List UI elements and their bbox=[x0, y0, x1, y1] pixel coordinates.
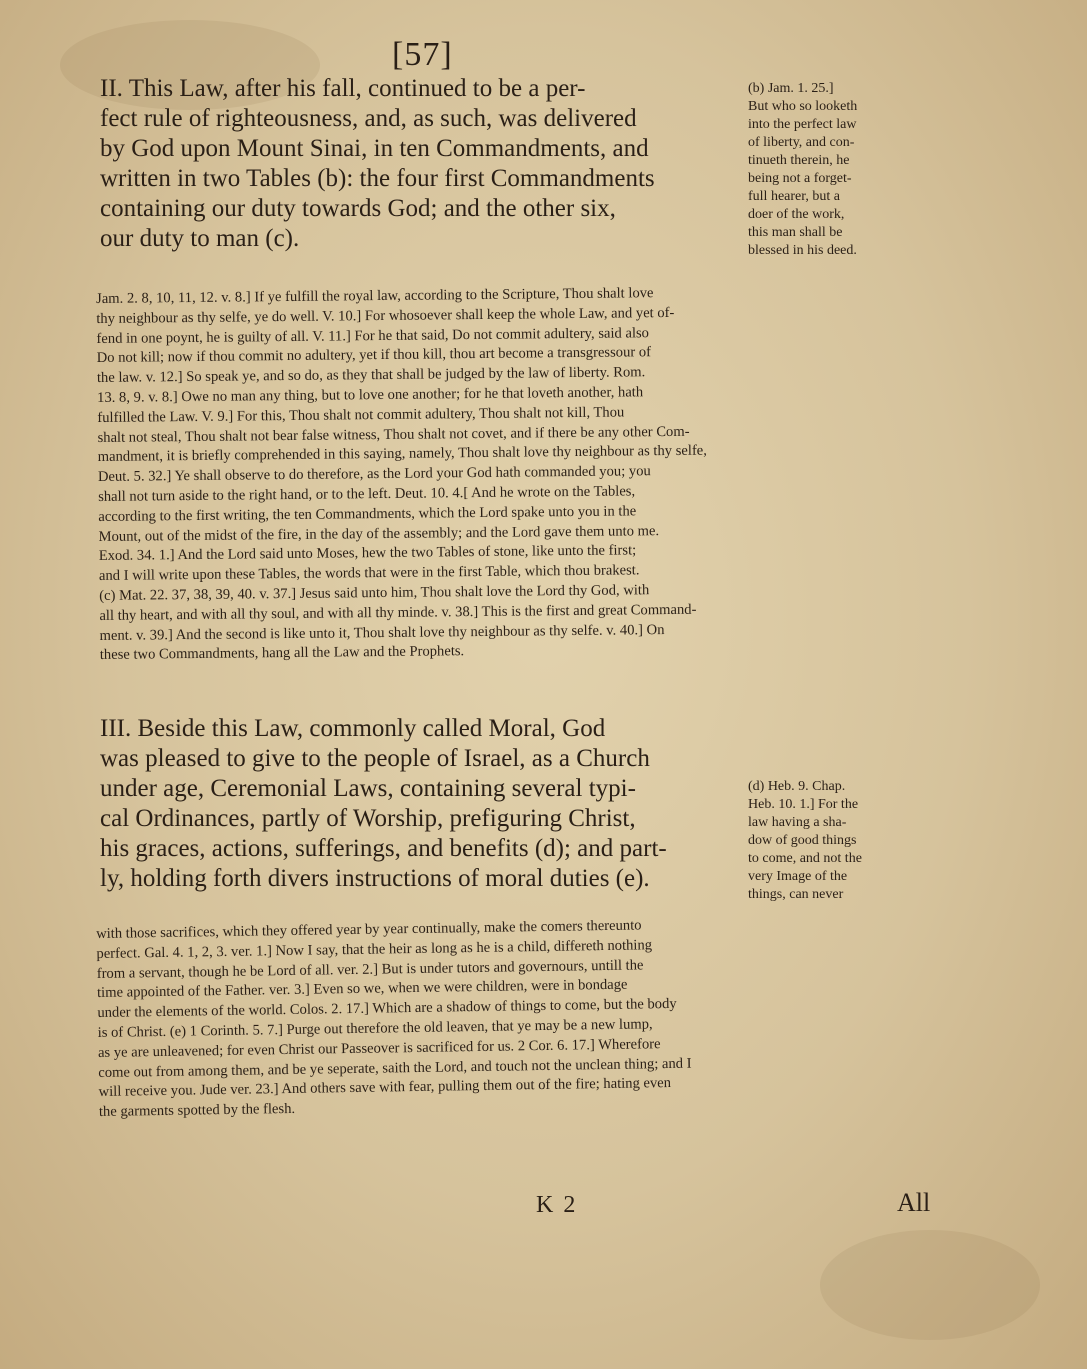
text-line: under age, Ceremonial Laws, containing several typi- bbox=[100, 775, 636, 802]
footnote-line: fulfilled the Law. V. 9.] For this, Thou shalt not commit adultery, Thou shalt not kill, Thou bbox=[97, 404, 625, 426]
text-line: his graces, actions, sufferings, and benefits (d); and part- bbox=[100, 835, 667, 862]
footnote-line: under the elements of the world. Colos. 2. 17.] Which are a shadow of things to come, but the body bbox=[97, 996, 677, 1022]
footnote-line: and I will write upon these Tables, the words that were in the first Table, which thou brakest. bbox=[98, 562, 640, 585]
footnote-line: time appointed of the Father. ver. 3.] Even so we, when we were children, were in bondage bbox=[96, 977, 628, 1002]
section-ii-text bbox=[100, 74, 742, 254]
note-line: (d) Heb. 9. Chap. bbox=[748, 779, 846, 794]
catchword: All bbox=[897, 1188, 931, 1217]
text-line: III. Beside this Law, commonly called Moral, God bbox=[100, 715, 606, 742]
note-line: Heb. 10. 1.] For the bbox=[748, 797, 859, 812]
footnote-line: shall not turn aside to the right hand, or to the left. Deut. 10. 4.[ And he wrote on the Tables, bbox=[98, 483, 636, 505]
note-line: being not a forget- bbox=[748, 171, 852, 186]
note-line: into the perfect law bbox=[748, 117, 857, 132]
page-number: [57] bbox=[392, 36, 453, 73]
note-line: things, can never bbox=[748, 887, 844, 902]
note-line: But who so looketh bbox=[748, 99, 858, 114]
footnote-line: Mount, out of the midst of the fire, in the day of the assembly; and the Lord gave them unto me. bbox=[98, 522, 660, 545]
note-line: law having a sha- bbox=[748, 815, 847, 830]
footnote-line: fend in one poynt, he is guilty of all. V. 11.] For he that said, Do not commit adultery, said also bbox=[96, 324, 650, 347]
note-line: full hearer, but a bbox=[748, 189, 840, 204]
footnote-line: shalt not steal, Thou shalt not bear false witness, Thou shalt not covet, and if there be any other Com- bbox=[97, 423, 690, 446]
footnote-line: the law. v. 12.] So speak ye, and so do, as they that shall be judged by the law of liberty. Rom. bbox=[96, 364, 646, 387]
footnote-line: 13. 8, 9. v. 8.] Owe no man any thing, but to love one another; for he that loveth another, hath bbox=[97, 384, 644, 406]
footnote-line: come out from among them, and be ye seperate, saith the Lord, and touch not the unclean thing; and I bbox=[98, 1055, 692, 1081]
note-line: very Image of the bbox=[748, 869, 848, 884]
note-line: this man shall be bbox=[748, 225, 843, 240]
footnote-line: these two Commandments, hang all the Law and the Prophets. bbox=[99, 643, 465, 664]
text-line: II. This Law, after his fall, continued to be a per- bbox=[100, 75, 586, 102]
footnote-block-iii bbox=[96, 912, 941, 1123]
note-line: doer of the work, bbox=[748, 207, 845, 222]
marginal-note-b bbox=[748, 80, 938, 260]
footnote-line: Deut. 5. 32.] Ye shall observe to do therefore, as the Lord your God hath commanded you; you bbox=[97, 463, 651, 486]
footnote-line: with those sacrifices, which they offered year by year continually, make the comers thereunto bbox=[96, 917, 642, 942]
text-line: by God upon Mount Sinai, in ten Commandments, and bbox=[100, 135, 649, 162]
footnote-line: mandment, it is briefly comprehended in this saying, namely, Thou shalt love thy neighbour as thy selfe, bbox=[97, 442, 707, 466]
text-line: ly, holding forth divers instructions of moral duties (e). bbox=[100, 865, 650, 892]
text-line: cal Ordinances, partly of Worship, prefiguring Christ, bbox=[100, 805, 636, 832]
text-line: containing our duty towards God; and the other six, bbox=[100, 195, 616, 222]
note-line: dow of good things bbox=[748, 833, 857, 848]
footnote-line: according to the first writing, the ten Commandments, which the Lord spake unto you in the bbox=[98, 503, 637, 525]
footnote-line: from a servant, though he be Lord of all. ver. 2.] But is under tutors and governours, untill the bbox=[96, 957, 644, 982]
footnote-line: Exod. 34. 1.] And the Lord said unto Moses, hew the two Tables of stone, like unto the first; bbox=[98, 542, 637, 565]
note-line: tinueth therein, he bbox=[748, 153, 850, 168]
footnote-line: Do not kill; now if thou commit no adultery, yet if thou kill, thou art become a transgressour of bbox=[96, 344, 652, 367]
footnote-line: (c) Mat. 22. 37, 38, 39, 40. v. 37.] Jesus said unto him, Thou shalt love the Lord thy God, with bbox=[99, 582, 650, 604]
signature-mark: K 2 bbox=[536, 1192, 578, 1218]
footnote-line: ment. v. 39.] And the second is like unto it, Thou shalt love thy neighbour as thy selfe. v. 40.] On bbox=[99, 621, 665, 644]
marginal-note-d bbox=[748, 778, 938, 904]
footnote-line: the garments spotted by the flesh. bbox=[98, 1101, 296, 1121]
paper-stain bbox=[820, 1230, 1040, 1340]
text-line: fect rule of righteousness, and, as such, was delivered bbox=[100, 105, 637, 132]
footnote-line: thy neighbour as thy selfe, ye do well. V. 10.] For whosoever shall keep the whole Law, and yet of- bbox=[96, 304, 675, 327]
footnote-line: Jam. 2. 8, 10, 11, 12. v. 8.] If ye fulfill the royal law, according to the Scripture, Thou shalt love bbox=[96, 285, 654, 307]
footnote-line: all thy heart, and with all thy soul, and with all thy minde. v. 38.] This is the first and great Command- bbox=[99, 601, 697, 624]
text-line: written in two Tables (b): the four first Commandments bbox=[100, 165, 655, 192]
section-iii-text bbox=[100, 714, 742, 894]
note-line: of liberty, and con- bbox=[748, 135, 855, 150]
text-line: was pleased to give to the people of Israel, as a Church bbox=[100, 745, 650, 772]
footnote-line: perfect. Gal. 4. 1, 2, 3. ver. 1.] Now I say, that the heir as long as he is a child, differeth nothing bbox=[96, 937, 653, 962]
footnote-block-ii bbox=[96, 281, 942, 666]
note-line: (b) Jam. 1. 25.] bbox=[748, 81, 834, 96]
note-line: to come, and not the bbox=[748, 851, 862, 866]
text-line: our duty to man (c). bbox=[100, 225, 300, 252]
footnote-line: will receive you. Jude ver. 23.] And others save with fear, pulling them out of the fire; hating even bbox=[98, 1075, 672, 1101]
footnote-line: as ye are unleavened; for even Christ our Passeover is sacrificed for us. 2 Cor. 6. 17.] Wherefore bbox=[97, 1035, 661, 1061]
note-line: blessed in his deed. bbox=[748, 243, 857, 258]
footnote-line: is of Christ. (e) 1 Corinth. 5. 7.] Purge out therefore the old leaven, that ye may be a new lump, bbox=[97, 1016, 653, 1041]
